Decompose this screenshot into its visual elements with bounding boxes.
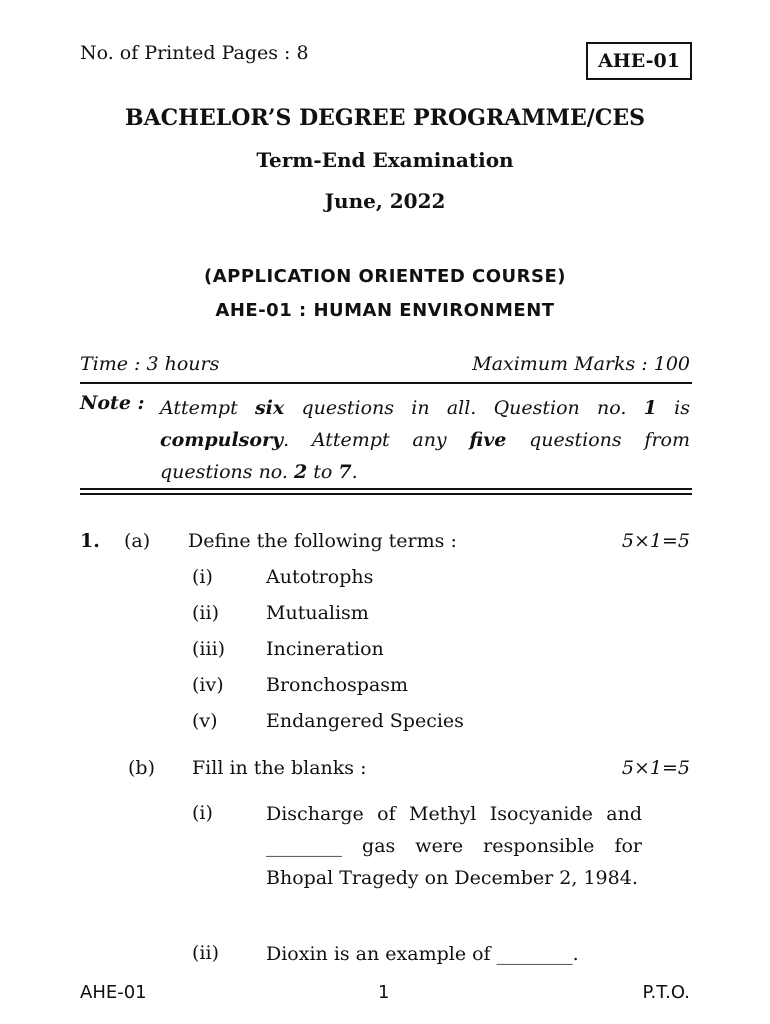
please-turn-over: P.T.O.: [642, 982, 690, 1003]
programme-title: BACHELOR’S DEGREE PROGRAMME/CES: [125, 105, 645, 131]
divider-double-bottom: [80, 493, 692, 495]
part-a-marks: 5×1=5: [621, 530, 690, 552]
course-code-box: AHE-01: [586, 42, 692, 80]
part-b-label: (b): [128, 757, 155, 779]
list-item-term: Bronchospasm: [266, 674, 409, 696]
part-a-label: (a): [124, 530, 151, 552]
course-type: (APPLICATION ORIENTED COURSE): [203, 266, 567, 287]
printed-pages-count: No. of Printed Pages : 8: [80, 42, 309, 64]
subject-title: AHE-01 : HUMAN ENVIRONMENT: [215, 300, 555, 321]
fill-in-question: Discharge of Methyl Isocyanide and ________ gas were responsible for Bhopal Tragedy on December 2, 1984.: [266, 803, 642, 889]
question-number: 1.: [80, 530, 100, 552]
list-item-term: Autotrophs: [266, 566, 374, 588]
time-allowed: Time : 3 hours: [80, 353, 220, 375]
exam-date: June, 2022: [324, 189, 446, 213]
list-item-roman: (ii): [192, 602, 219, 624]
list-item-term: Mutualism: [266, 602, 369, 624]
list-item-term: Endangered Species: [266, 710, 464, 732]
divider-top: [80, 382, 692, 384]
list-item-roman: (ii): [192, 942, 219, 964]
note-text: Attempt six questions in all. Question no. 1 is compulsory. Attempt any five questions from questions no. 2 to 7.: [160, 397, 690, 483]
part-b-text: Fill in the blanks :: [192, 757, 367, 779]
list-item-roman: (iv): [192, 674, 224, 696]
maximum-marks: Maximum Marks : 100: [472, 353, 690, 375]
list-item-roman: (i): [192, 566, 213, 588]
list-item-roman: (iii): [192, 638, 226, 660]
footer-code: AHE-01: [80, 982, 147, 1003]
note-label: Note :: [80, 392, 145, 414]
part-a-text: Define the following terms :: [188, 530, 457, 552]
exam-title: Term-End Examination: [256, 148, 514, 172]
fill-in-question: Dioxin is an example of ________.: [266, 943, 579, 965]
list-item-roman: (i): [192, 802, 213, 824]
part-b-marks: 5×1=5: [621, 757, 690, 779]
page-number: 1: [378, 982, 390, 1003]
divider-double-top: [80, 488, 692, 490]
list-item-term: Incineration: [266, 638, 384, 660]
list-item-roman: (v): [192, 710, 218, 732]
